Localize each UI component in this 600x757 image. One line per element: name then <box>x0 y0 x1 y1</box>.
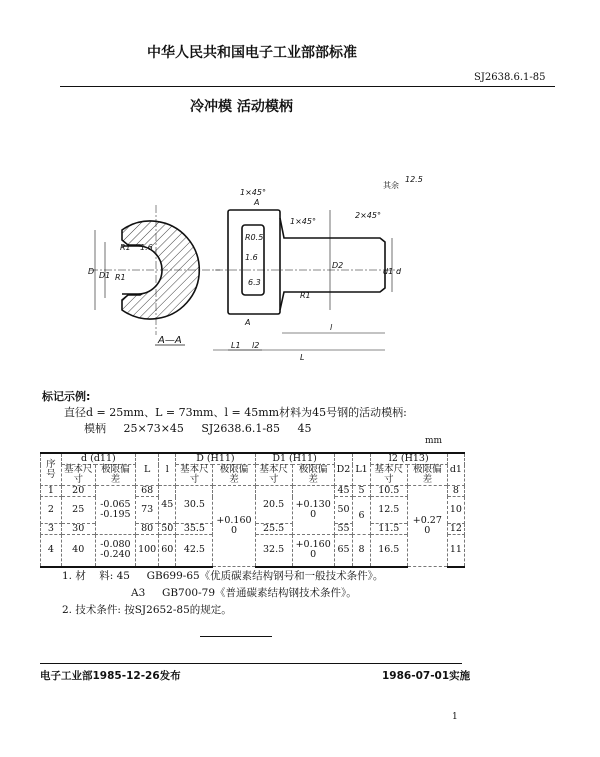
dim-d-label: d <box>396 267 402 276</box>
page-number: 1 <box>452 712 458 722</box>
cell: 12 <box>447 524 464 535</box>
cell: 25.5 <box>255 524 292 535</box>
roughness-label: 1.6 <box>245 253 258 262</box>
cell: 6 <box>353 497 370 535</box>
cell: 42.5 <box>176 535 213 567</box>
cell: 3 <box>41 524 62 535</box>
side-view <box>213 210 400 350</box>
sub-basic: 基本尺寸 <box>176 465 213 486</box>
col-l2: l2 (H13) <box>370 453 447 465</box>
cell: 2 <box>41 497 62 524</box>
cell: 20.5 <box>255 486 292 524</box>
cell: 80 <box>136 524 159 535</box>
note-2: 2. 技术条件: 按SJ2652-85的规定。 <box>62 604 232 616</box>
sub-basic: 基本尺寸 <box>255 465 292 486</box>
cell: 100 <box>136 535 159 567</box>
cell: 12.5 <box>370 497 407 524</box>
view-a-label: A <box>245 318 251 327</box>
sub-tol: 极限偏差 <box>407 465 447 486</box>
dim-d1-label: d1 <box>383 267 394 276</box>
sub-basic: 基本尺寸 <box>61 465 95 486</box>
cell: 16.5 <box>370 535 407 567</box>
col-no: 序号 <box>41 453 62 486</box>
sub-basic: 基本尺寸 <box>370 465 407 486</box>
chamfer-label: 1×45° <box>290 217 316 226</box>
col-d: d (d11) <box>61 453 135 465</box>
sub-tol: 极限偏差 <box>213 465 255 486</box>
example-description: 直径d = 25mm、L = 73mm、l = 45mm材料为45号钢的活动模柄: <box>64 406 407 419</box>
cell: 5 <box>353 486 370 497</box>
chamfer-label: 1×45° <box>240 188 266 197</box>
dim-D-label: D <box>88 267 95 276</box>
dim-L-label: L <box>300 353 305 362</box>
dim-l-label: l <box>330 323 333 332</box>
technical-drawing <box>0 160 600 370</box>
col-D: D (H11) <box>176 453 255 465</box>
section-label: A—A <box>158 335 182 346</box>
cell: 11 <box>447 535 464 567</box>
dim-L1-label: L1 <box>231 341 241 350</box>
footer-rule <box>40 663 462 664</box>
col-D1: D1 (H11) <box>255 453 334 465</box>
cell: 50 <box>159 524 176 535</box>
note-1b: A3 GB700-79《普通碳素结构钢技术条件》。 <box>131 587 357 599</box>
cell: 45 <box>334 486 353 497</box>
sub-tol: 极限偏差 <box>95 465 135 486</box>
cell: -0.065 -0.195 <box>95 486 135 535</box>
chamfer-label: 2×45° <box>355 211 381 220</box>
standard-number: SJ2638.6.1-85 <box>474 72 546 83</box>
col-D2: D2 <box>334 453 353 486</box>
roughness-rest-label: 其余 <box>383 181 399 190</box>
dim-l2-label: l2 <box>252 341 260 350</box>
radius-label: R1 <box>120 243 131 252</box>
dim-D1-label: D1 <box>99 271 111 280</box>
cell: 4 <box>41 535 62 567</box>
header-rule <box>60 86 555 87</box>
roughness-label: 6.3 <box>248 278 261 287</box>
unit-label: mm <box>425 436 443 446</box>
cell: 40 <box>61 535 95 567</box>
cell: 10.5 <box>370 486 407 497</box>
cell: 11.5 <box>370 524 407 535</box>
cell: +0.130 0 <box>292 486 334 535</box>
cell: 1 <box>41 486 62 497</box>
example-designation: 模柄 25×73×45 SJ2638.6.1-85 45 <box>84 422 312 435</box>
dimension-table <box>40 452 465 568</box>
cell: 8 <box>353 535 370 567</box>
cell: 45 <box>159 486 176 524</box>
cell: 8 <box>447 486 464 497</box>
table-row <box>41 486 465 497</box>
roughness-rest-value: 12.5 <box>405 175 423 184</box>
radius-label: R1 <box>300 291 311 300</box>
cell: 25 <box>61 497 95 524</box>
cell: 55 <box>334 524 353 535</box>
cell: 65 <box>334 535 353 567</box>
col-d1: d1 <box>447 453 464 486</box>
cell: 35.5 <box>176 524 213 535</box>
example-heading: 标记示例: <box>42 390 91 403</box>
note-1: 1. 材 料: 45 GB699-65《优质碳素结构钢号和一般技术条件》。 <box>62 570 384 582</box>
cell: +0.27 0 <box>407 486 447 567</box>
sub-tol: 极限偏差 <box>292 465 334 486</box>
cell: +0.160 0 <box>213 486 255 567</box>
flat-label: R0.5 <box>245 233 264 242</box>
cell: +0.160 0 <box>292 535 334 567</box>
cell: 60 <box>159 535 176 567</box>
effective-date: 1986-07-01实施 <box>382 670 471 682</box>
dim-D2-label: D2 <box>332 261 344 270</box>
radius-label: R1 <box>115 273 126 282</box>
org-title: 中华人民共和国电子工业部部标准 <box>147 45 357 61</box>
cell: 32.5 <box>255 535 292 567</box>
cell: 73 <box>136 497 159 524</box>
page-title: 冷冲模 活动模柄 <box>190 99 293 115</box>
cell: 30.5 <box>176 486 213 524</box>
cell: 30 <box>61 524 95 535</box>
cell: -0.080 -0.240 <box>95 535 135 567</box>
cell: 68 <box>136 486 159 497</box>
col-L: L <box>136 453 159 486</box>
cell: 20 <box>61 486 95 497</box>
col-L1: L1 <box>353 453 370 486</box>
col-l: l <box>159 453 176 486</box>
cell: 10 <box>447 497 464 524</box>
cell: 50 <box>334 497 353 524</box>
view-a-label: A <box>254 198 260 207</box>
roughness-label: 1.6 <box>140 243 153 252</box>
end-rule <box>200 636 272 637</box>
issue-date: 电子工业部1985-12-26发布 <box>40 670 181 682</box>
